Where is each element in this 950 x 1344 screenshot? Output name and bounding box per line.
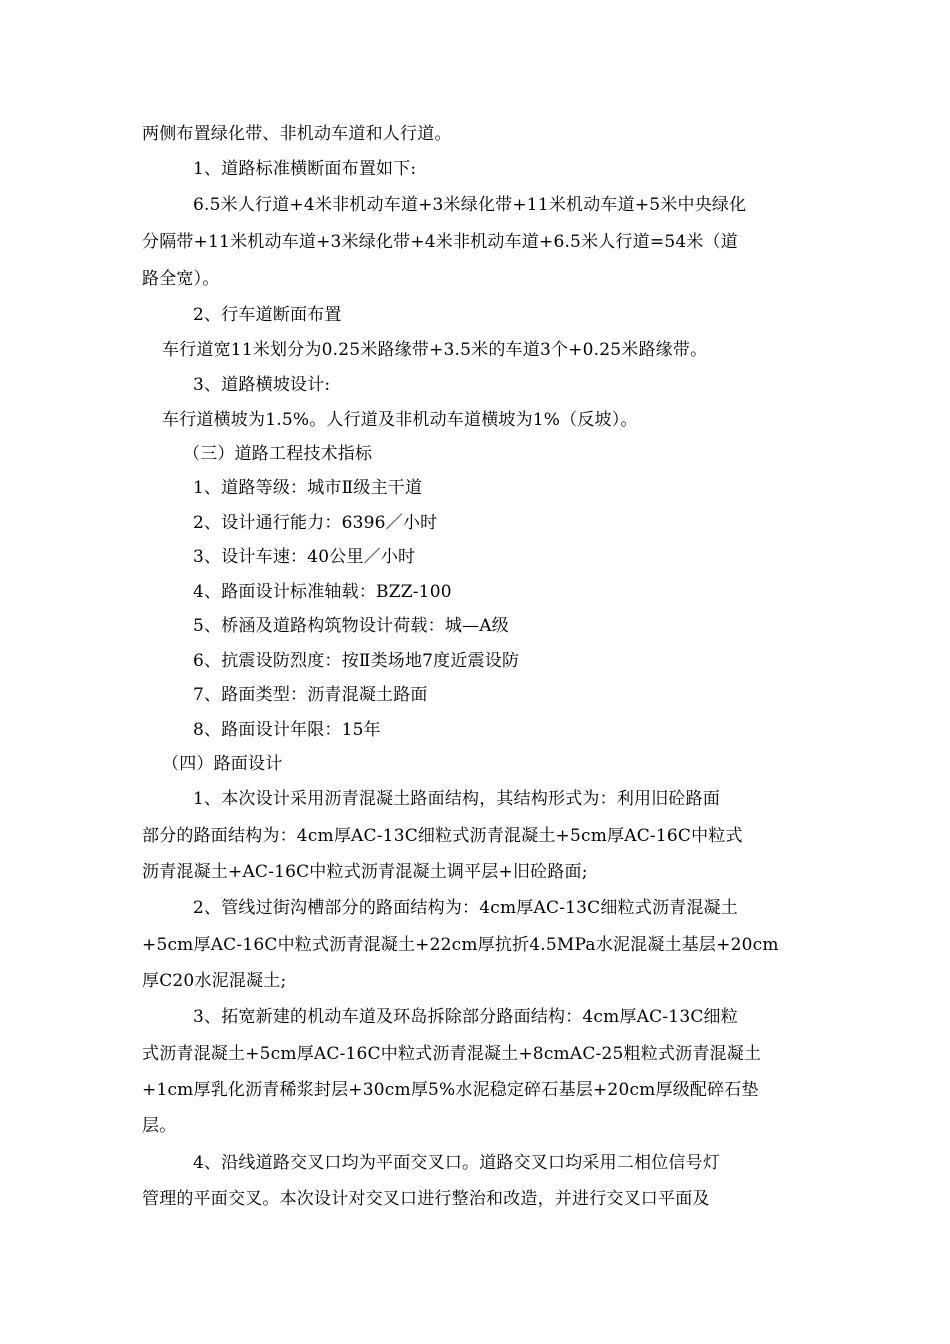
text-line: 6、抗震设防烈度：按Ⅱ类场地7度近震设防 (193, 651, 520, 671)
text-line: 3、拓宽新建的机动车道及环岛拆除部分路面结构：4cm厚AC-13C细粒 (193, 1007, 738, 1027)
text-line: 分隔带+11米机动车道+3米绿化带+4米非机动车道+6.5米人行道=54米（道 (142, 232, 738, 252)
text-line: +1cm厚乳化沥青稀浆封层+30cm厚5%水泥稳定碎石基层+20cm厚级配碎石垫 (142, 1080, 759, 1100)
text-line: 7、路面类型：沥青混凝土路面 (193, 685, 428, 705)
text-line: 沥青混凝土+AC-16C中粒式沥青混凝土调平层+旧砼路面; (142, 862, 588, 882)
text-line: 2、设计通行能力：6396／小时 (193, 513, 438, 533)
text-line: 8、路面设计年限：15年 (193, 720, 381, 740)
text-line: 车行道横坡为1.5%。人行道及非机动车道横坡为1%（反坡）。 (162, 410, 638, 430)
text-line: 厚C20水泥混凝土; (142, 971, 287, 991)
text-line: 3、设计车速：40公里／小时 (193, 547, 416, 567)
section-heading: （三）道路工程技术指标 (183, 444, 373, 464)
text-line: 3、道路横坡设计: (193, 375, 331, 395)
text-line: 式沥青混凝土+5cm厚AC-16C中粒式沥青混凝土+8cmAC-25粗粒式沥青混凝土 (142, 1044, 762, 1064)
text-line: 层。 (142, 1116, 177, 1136)
text-line: 1、道路标准横断面布置如下: (193, 159, 417, 179)
text-line: 1、本次设计采用沥青混凝土路面结构，其结构形式为：利用旧砼路面 (193, 789, 721, 809)
section-heading: （四）路面设计 (162, 754, 283, 774)
text-line: 4、路面设计标准轴载：BZZ-100 (193, 582, 452, 602)
text-line: 4、沿线道路交叉口均为平面交叉口。道路交叉口均采用二相位信号灯 (193, 1153, 721, 1173)
text-line: 部分的路面结构为：4cm厚AC-13C细粒式沥青混凝土+5cm厚AC-16C中粒式 (142, 826, 743, 846)
text-line: 6.5米人行道+4米非机动车道+3米绿化带+11米机动车道+5米中央绿化 (193, 195, 747, 215)
text-line: 路全宽）。 (142, 269, 220, 289)
text-line: 1、道路等级：城市Ⅱ级主干道 (193, 478, 423, 498)
text-line: 两侧布置绿化带、非机动车道和人行道。 (142, 124, 452, 144)
text-line: 2、管线过街沟槽部分的路面结构为：4cm厚AC-13C细粒式沥青混凝土 (193, 898, 738, 918)
text-line: 车行道宽11米划分为0.25米路缘带+3.5米的车道3个+0.25米路缘带。 (162, 340, 708, 360)
text-line: 2、行车道断面布置 (193, 305, 342, 325)
text-line: 5、桥涵及道路构筑物设计荷载：城—A级 (193, 616, 509, 636)
text-line: 管理的平面交叉。本次设计对交叉口进行整治和改造，并进行交叉口平面及 (142, 1189, 710, 1209)
text-line: +5cm厚AC-16C中粒式沥青混凝土+22cm厚抗折4.5MPa水泥混凝土基层+20cm (142, 935, 779, 955)
